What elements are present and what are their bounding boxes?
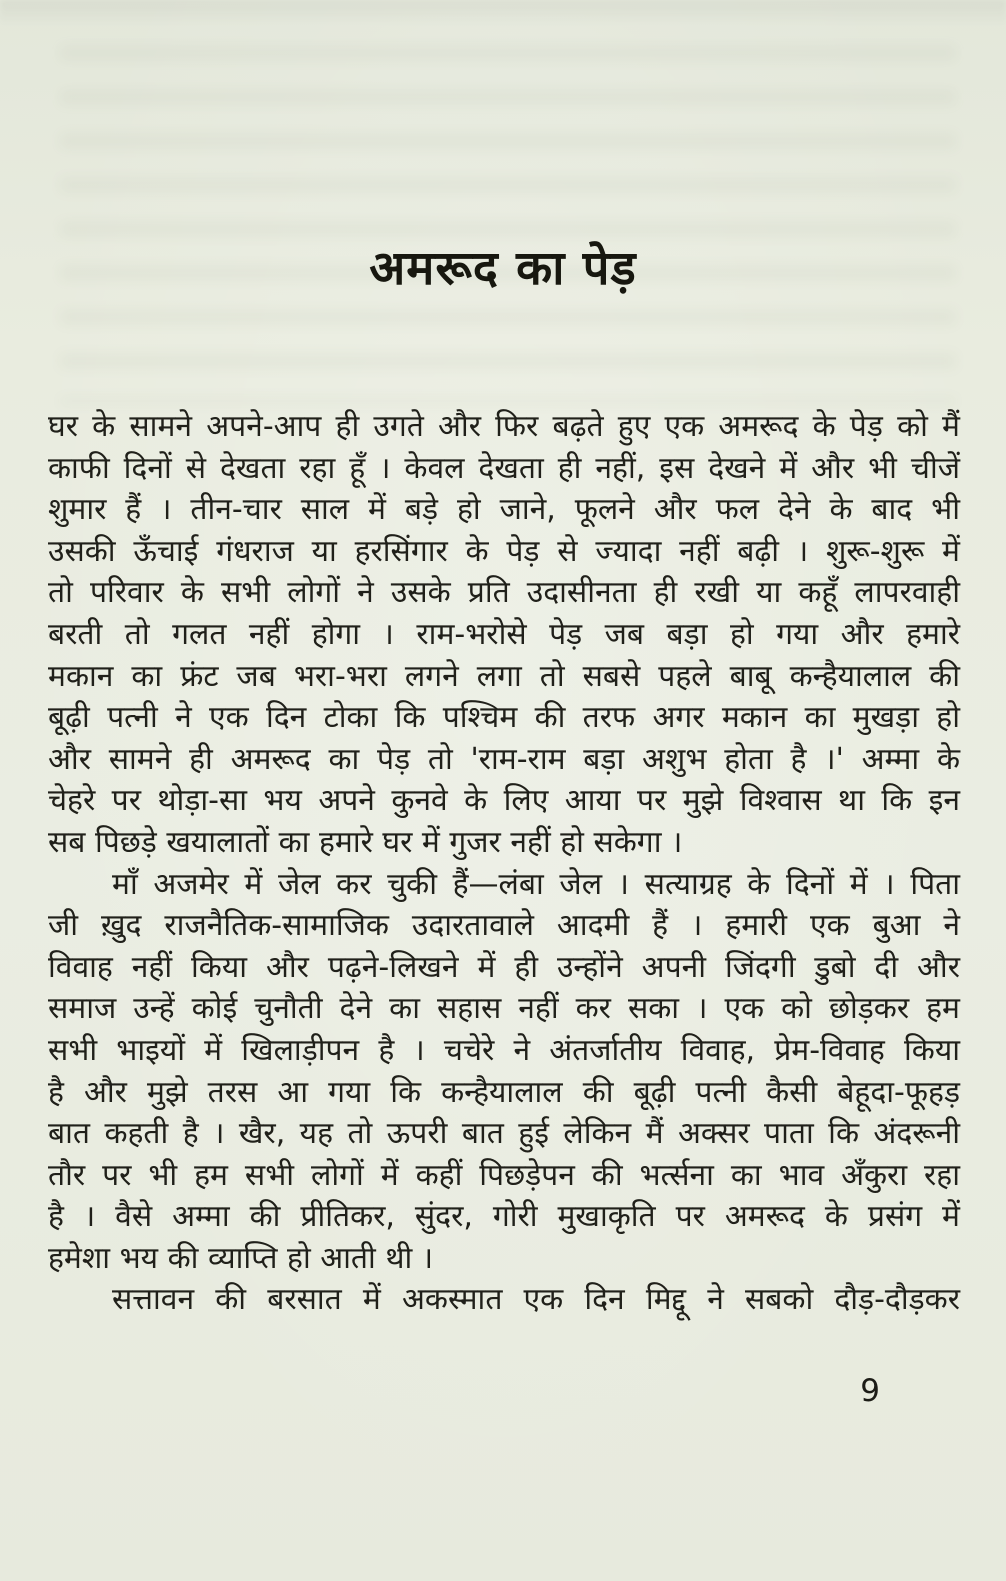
- text-line: शुमार हैं । तीन-चार साल में बड़े हो जाने, फूलने और फल देने के बाद भी: [48, 492, 960, 528]
- text-line: काफी दिनों से देखता रहा हूँ । केवल देखता ही नहीं, इस देखने में और भी चीजें: [48, 450, 960, 486]
- text-line: हमेशा भय की व्याप्ति हो आती थी ।: [48, 1240, 434, 1276]
- text-line: और सामने ही अमरूद का पेड़ तो 'राम-राम बड़ा अशुभ होता है ।' अम्मा के: [48, 741, 960, 777]
- text-line: तौर पर भी हम सभी लोगों में कहीं पिछड़ेपन की भर्त्सना का भाव अँकुरा रहा: [48, 1157, 960, 1193]
- text-line: माँ अजमेर में जेल कर चुकी हैं—लंबा जेल । सत्याग्रह के दिनों में । पिता: [112, 866, 960, 902]
- text-line: मकान का फ्रंट जब भरा-भरा लगने लगा तो सबसे पहले बाबू कन्हैयालाल की: [48, 658, 960, 694]
- text-line: तो परिवार के सभी लोगों ने उसके प्रति उदासीनता ही रखी या कहूँ लापरवाही: [48, 575, 960, 611]
- text-line: बात कहती है । खैर, यह तो ऊपरी बात हुई लेकिन मैं अक्सर पाता कि अंदरूनी: [48, 1116, 960, 1152]
- text-line: जी ख़ुद राजनैतिक-सामाजिक उदारतावाले आदमी हैं । हमारी एक बुआ ने: [48, 908, 960, 944]
- text-line: विवाह नहीं किया और पढ़ने-लिखने में ही उन्होंने अपनी जिंदगी डुबो दी और: [48, 949, 960, 985]
- chapter-title: अमरूद का पेड़: [369, 241, 637, 296]
- text-line: है और मुझे तरस आ गया कि कन्हैयालाल की बूढ़ी पत्नी कैसी बेहूदा-फूहड़: [48, 1074, 960, 1110]
- text-line: उसकी ऊँचाई गंधराज या हरसिंगार के पेड़ से ज्यादा नहीं बढ़ी । शुरू-शुरू में: [48, 533, 960, 569]
- page-number: 9: [860, 1373, 880, 1410]
- text-line: बरती तो गलत नहीं होगा । राम-भरोसे पेड़ जब बड़ा हो गया और हमारे: [48, 616, 960, 652]
- text-line: समाज उन्हें कोई चुनौती देने का सहास नहीं कर सका । एक को छोड़कर हम: [48, 991, 960, 1027]
- body-text: [48, 406, 960, 1321]
- text-line: बूढ़ी पत्नी ने एक दिन टोका कि पश्चिम की तरफ अगर मकान का मुखड़ा हो: [48, 700, 960, 736]
- text-line: घर के सामने अपने-आप ही उगते और फिर बढ़ते हुए एक अमरूद के पेड़ को मैं: [48, 409, 960, 444]
- text-line: सत्तावन की बरसात में अकस्मात एक दिन मिद्दू ने सबको दौड़-दौड़कर: [112, 1282, 960, 1318]
- text-line: है । वैसे अम्मा की प्रीतिकर, सुंदर, गोरी मुखाकृति पर अमरूद के प्रसंग में: [48, 1199, 960, 1235]
- text-line: सब पिछड़े खयालातों का हमारे घर में गुजर नहीं हो सकेगा ।: [48, 824, 683, 860]
- text-line: चेहरे पर थोड़ा-सा भय अपने कुनवे के लिए आया पर मुझे विश्वास था कि इन: [48, 783, 960, 819]
- text-line: सभी भाइयों में खिलाड़ीपन है । चचेरे ने अंतर्जातीय विवाह, प्रेम-विवाह किया: [48, 1032, 960, 1068]
